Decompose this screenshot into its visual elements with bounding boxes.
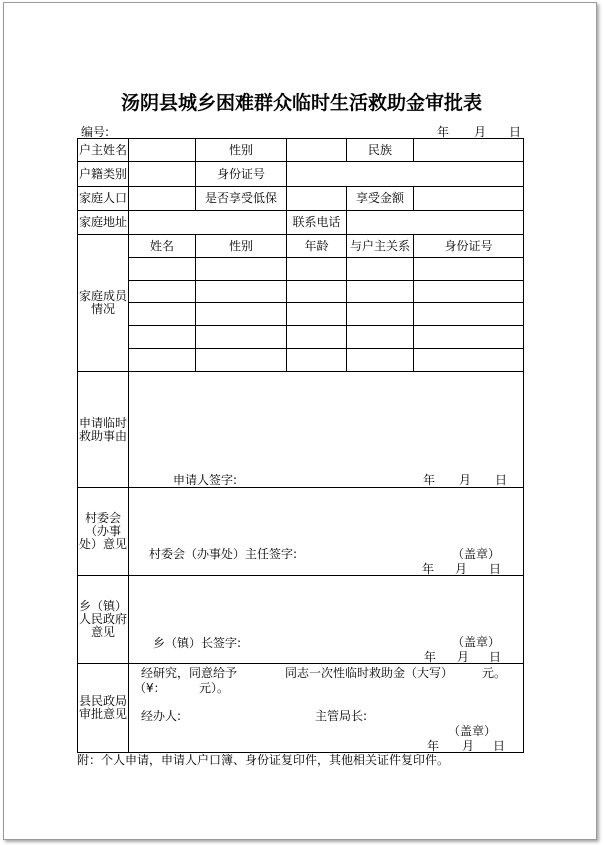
member-row	[78, 303, 524, 326]
member-cell[interactable]	[414, 258, 524, 281]
member-cell[interactable]	[196, 326, 287, 349]
county-handler-label: 经办人:	[141, 709, 182, 723]
county-month: 月	[462, 739, 475, 753]
gender-label: 性别	[196, 139, 287, 162]
row-head-name	[78, 139, 524, 162]
hukou-type-label: 户籍类别	[78, 162, 129, 187]
id-number-label: 身份证号	[196, 162, 287, 187]
applicant-signature-label: 申请人签字:	[173, 473, 238, 487]
family-size-value[interactable]	[129, 187, 196, 211]
county-day: 日	[493, 739, 506, 753]
member-cell[interactable]	[347, 303, 414, 326]
reason-month: 月	[459, 473, 472, 487]
head-name-value[interactable]	[129, 139, 196, 162]
member-cell[interactable]	[347, 326, 414, 349]
gender-value[interactable]	[287, 139, 347, 162]
members-col-age: 年龄	[287, 235, 347, 258]
head-name-label: 户主姓名	[78, 139, 129, 162]
footnote: 附：个人申请，申请人户口簿、身份证复印件，其他相关证件复印件。	[77, 753, 450, 767]
village-day: 日	[489, 562, 502, 576]
township-day: 日	[489, 650, 502, 664]
member-cell[interactable]	[287, 326, 347, 349]
reason-label: 申请临时救助事由	[78, 372, 129, 488]
township-signature-label: 乡（镇）长签字:	[153, 636, 242, 650]
member-cell[interactable]	[414, 349, 524, 372]
county-director-label: 主管局长:	[315, 709, 368, 723]
township-month: 月	[457, 650, 470, 664]
county-label: 县民政局审批意见	[78, 664, 129, 753]
village-row	[78, 488, 524, 576]
phone-label: 联系电话	[287, 211, 347, 235]
address-value[interactable]	[129, 211, 287, 235]
members-header-row	[78, 235, 524, 258]
family-size-label: 家庭人口	[78, 187, 129, 211]
serial-label: 编号:	[81, 125, 110, 139]
members-col-relation: 与户主关系	[347, 235, 414, 258]
member-cell[interactable]	[129, 326, 196, 349]
member-cell[interactable]	[347, 349, 414, 372]
county-rmb-close: 元）。	[199, 681, 230, 695]
members-col-id: 身份证号	[414, 235, 524, 258]
member-cell[interactable]	[347, 281, 414, 303]
village-content[interactable]	[129, 488, 524, 576]
member-row	[78, 281, 524, 303]
member-cell[interactable]	[414, 303, 524, 326]
member-row	[78, 326, 524, 349]
reason-content[interactable]	[129, 372, 524, 488]
hukou-type-value[interactable]	[129, 162, 196, 187]
member-row	[78, 258, 524, 281]
member-cell[interactable]	[287, 281, 347, 303]
members-col-name: 姓名	[129, 235, 196, 258]
township-year: 年	[424, 650, 437, 664]
header-year: 年	[437, 125, 450, 139]
row-family-size	[78, 187, 524, 211]
header-day: 日	[509, 125, 522, 139]
ethnicity-value[interactable]	[414, 139, 524, 162]
member-cell[interactable]	[347, 258, 414, 281]
row-address	[78, 211, 524, 235]
county-year: 年	[427, 739, 440, 753]
county-content[interactable]	[129, 664, 524, 753]
approval-form-table	[77, 138, 524, 753]
member-cell[interactable]	[287, 349, 347, 372]
member-row	[78, 349, 524, 372]
members-section-label: 家庭成员情况	[78, 235, 129, 372]
member-cell[interactable]	[287, 303, 347, 326]
dibao-value[interactable]	[287, 187, 347, 211]
phone-value[interactable]	[347, 211, 524, 235]
village-year: 年	[422, 562, 435, 576]
address-label: 家庭地址	[78, 211, 129, 235]
member-cell[interactable]	[196, 281, 287, 303]
member-cell[interactable]	[196, 258, 287, 281]
member-cell[interactable]	[414, 281, 524, 303]
township-content[interactable]	[129, 576, 524, 664]
township-seal: （盖章）	[452, 635, 501, 649]
member-cell[interactable]	[287, 258, 347, 281]
dibao-amount-label: 享受金额	[347, 187, 414, 211]
dibao-label: 是否享受低保	[196, 187, 287, 211]
member-cell[interactable]	[414, 326, 524, 349]
township-row	[78, 576, 524, 664]
member-cell[interactable]	[129, 303, 196, 326]
village-month: 月	[455, 562, 468, 576]
member-cell[interactable]	[129, 349, 196, 372]
reason-row	[78, 372, 524, 488]
reason-year: 年	[423, 473, 436, 487]
county-approve-text: 经研究，同意给予	[141, 666, 238, 680]
id-number-value[interactable]	[287, 162, 524, 187]
form-title: 汤阴县城乡困难群众临时生活救助金审批表	[120, 92, 482, 114]
county-amount-text: 同志一次性临时救助金（大写）	[285, 666, 454, 680]
member-cell[interactable]	[129, 258, 196, 281]
village-signature-label: 村委会（办事处）主任签字:	[149, 547, 298, 561]
member-cell[interactable]	[196, 303, 287, 326]
village-seal: （盖章）	[452, 547, 501, 561]
members-col-gender: 性别	[196, 235, 287, 258]
county-rmb-open: （¥：	[134, 681, 166, 695]
row-hukou	[78, 162, 524, 187]
village-label: 村委会（办事处）意见	[78, 488, 129, 576]
county-seal: （盖章）	[448, 724, 497, 738]
township-label: 乡（镇）人民政府意见	[78, 576, 129, 664]
dibao-amount-value[interactable]	[414, 187, 524, 211]
header-month: 月	[474, 125, 487, 139]
ethnicity-label: 民族	[347, 139, 414, 162]
reason-day: 日	[495, 473, 508, 487]
county-row	[78, 664, 524, 753]
member-cell[interactable]	[196, 349, 287, 372]
member-cell[interactable]	[129, 281, 196, 303]
county-yuan-text: 元。	[482, 666, 507, 680]
